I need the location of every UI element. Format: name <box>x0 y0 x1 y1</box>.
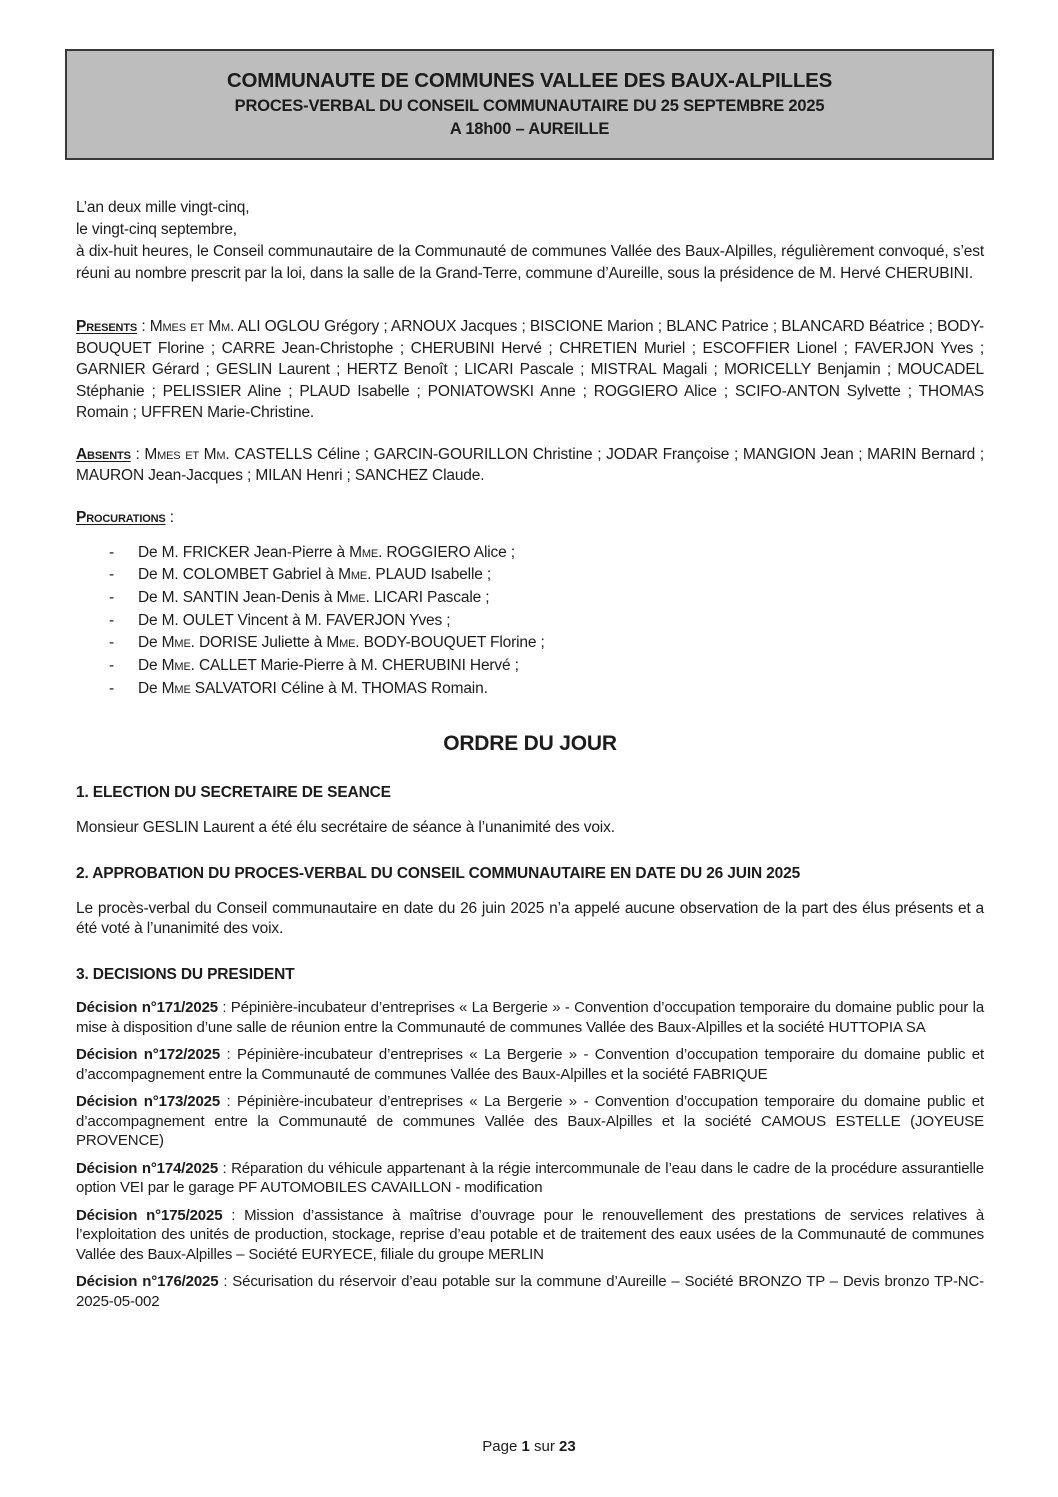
procuration-text <box>138 634 545 651</box>
procuration-item <box>76 678 984 701</box>
procuration-text <box>138 680 488 697</box>
agenda-title: ORDRE DU JOUR <box>443 732 617 756</box>
text-segment: sur <box>529 1438 560 1455</box>
list-dash-bullet: - <box>109 543 115 561</box>
list-dash-bullet: - <box>109 657 115 675</box>
procuration-text <box>138 612 450 629</box>
text-segment: CALLET Marie-Pierre à M. CHERUBINI Hervé ; <box>194 657 519 675</box>
procurations-list <box>76 542 984 701</box>
text-segment: Mme. <box>338 566 372 584</box>
section-1-body: Monsieur GESLIN Laurent a été élu secrétaire de séance à l’unanimité des voix. <box>76 819 615 837</box>
list-dash-bullet: - <box>109 679 115 697</box>
text-segment: Procurations <box>76 508 166 526</box>
decision-176-paragraph <box>76 1272 984 1311</box>
text-segment: Décision n°176/2025 <box>76 1273 219 1291</box>
text-segment: : <box>165 508 174 526</box>
intro-paragraph <box>76 197 984 285</box>
text-segment: De M. FRICKER Jean-Pierre à <box>138 543 350 561</box>
text-segment: De M. OULET Vincent à M. FAVERJON Yves ; <box>138 611 451 629</box>
text-segment: Décision n°171/2025 <box>76 999 218 1017</box>
text-segment: De M. SANTIN Jean-Denis à <box>138 588 337 606</box>
text-segment: : Pépinière-incubateur d’entreprises « La Bergerie » - Convention d’occupation temporaire du domaine public et d’accompagnement entre la Communauté de communes Vallée des Baux-Alpilles et la société CAMOUS ESTELLE (JOYEUSE PROVENCE) <box>76 1093 984 1150</box>
list-dash-bullet: - <box>109 588 115 606</box>
text-segment: Mme. <box>161 634 195 652</box>
procurations-label <box>76 507 984 528</box>
decision-174-paragraph <box>76 1159 984 1198</box>
text-segment: : <box>130 445 145 463</box>
text-segment: LICARI Pascale ; <box>369 588 490 606</box>
text-segment: Mme. <box>349 543 383 561</box>
text-segment: : <box>137 318 150 335</box>
document-body <box>76 197 984 1311</box>
text-segment: Décision n°172/2025 <box>76 1046 221 1064</box>
list-dash-bullet: - <box>109 611 115 629</box>
text-segment: : Sécurisation du réservoir d’eau potable sur la commune d’Aureille – Société BRONZO TP – Devis bronzo TP-NC-2025-05-002 <box>76 1273 984 1310</box>
text-segment: Décision n°173/2025 <box>76 1093 221 1111</box>
text-segment: De M. COLOMBET Gabriel à <box>138 566 339 584</box>
intro-line-date: le vingt-cinq septembre, <box>76 221 237 238</box>
page-footer <box>0 1438 1058 1455</box>
intro-line-session: à dix-huit heures, le Conseil communautaire de la Communauté de communes Vallée des Baux-Alpilles, régulièrement convoqué, s’est réuni au nombre prescrit par la loi, dans la salle de la Grand-Terre, commune d’Aureille, sous la présidence de M. Hervé CHERUBINI. <box>76 243 984 282</box>
text-segment: ROGGIERO Alice ; <box>382 543 515 561</box>
procuration-text <box>138 566 491 583</box>
document-time-location: A 18h00 – AUREILLE <box>449 120 610 138</box>
text-segment: Mmes et Mm. <box>144 445 230 463</box>
decision-175-paragraph <box>76 1206 984 1265</box>
text-segment: De <box>138 679 162 697</box>
procuration-item <box>76 564 984 587</box>
text-segment: Mme. <box>326 634 360 652</box>
list-dash-bullet: - <box>109 634 115 652</box>
text-segment: SALVATORI Céline à M. THOMAS Romain. <box>190 679 488 697</box>
text-segment: : Réparation du véhicule appartenant à la régie intercommunale de l’eau dans le cadre de la procédure assurantielle option VEI par le garage PF AUTOMOBILES CAVAILLON - modification <box>76 1159 984 1197</box>
procuration-text <box>138 657 519 674</box>
text-segment: Absents <box>76 445 131 463</box>
text-segment: CASTELLS Céline ; GARCIN-GOURILLON Christine ; JODAR Françoise ; MANGION Jean ; MARIN Bernard ; MAURON Jean-Jacques ; MILAN Henri ; SANCHEZ Claude. <box>76 445 984 484</box>
intro-line-year: L’an deux mille vingt-cinq, <box>76 199 250 216</box>
decision-172-paragraph <box>76 1045 984 1084</box>
section-2-heading: 2. APPROBATION DU PROCES-VERBAL DU CONSEIL COMMUNAUTAIRE EN DATE DU 26 JUIN 2025 <box>76 865 801 883</box>
presents-paragraph <box>76 316 984 424</box>
text-segment: : Pépinière-incubateur d’entreprises « La Bergerie » - Convention d’occupation temporaire du domaine public pour la mise à disposition d’une salle de réunion entre la Communauté de communes Vallée des Baux-Alpilles et la société HUTTOPIA SA <box>76 999 985 1036</box>
text-segment: : Pépinière-incubateur d’entreprises « La Bergerie » - Convention d’occupation temporaire du domaine public et d’accompagnement entre la Communauté de communes Vallée des Baux-Alpilles et la société FABRIQUE <box>76 1046 984 1083</box>
text-segment: Décision n°174/2025 <box>76 1159 219 1177</box>
section-2-body: Le procès-verbal du Conseil communautaire en date du 26 juin 2025 n’a appelé aucune observation de la part des élus présents et a été voté à l’unanimité des voix. <box>76 900 984 938</box>
procuration-item <box>76 632 984 655</box>
decision-173-paragraph <box>76 1092 984 1151</box>
list-dash-bullet: - <box>109 566 115 584</box>
absents-paragraph <box>76 444 984 486</box>
text-segment: : Mission d’assistance à maîtrise d’ouvrage pour le renouvellement des prestations de services relatives à l’exploitation des unités de production, stockage, reprise d’eau potable et de traitement des eaux usées de la Communauté de communes Vallée des Baux-Alpilles – Société EURYECE, filiale du groupe MERLIN <box>76 1206 985 1263</box>
text-segment: DORISE Juliette à <box>194 634 327 652</box>
procuration-item <box>76 655 984 678</box>
text-segment: De <box>138 657 162 675</box>
section-1-heading: 1. ELECTION DU SECRETAIRE DE SEANCE <box>76 784 391 802</box>
procuration-text <box>138 589 489 606</box>
text-segment: Presents <box>76 318 138 335</box>
text-segment: Mme. <box>161 657 195 675</box>
procuration-item <box>76 587 984 610</box>
text-segment: Mme. <box>336 588 370 606</box>
section-3-heading: 3. DECISIONS DU PRESIDENT <box>76 966 295 984</box>
text-segment: PLAUD Isabelle ; <box>371 566 492 584</box>
procuration-text <box>138 544 515 561</box>
text-segment: Mme <box>161 679 191 697</box>
title-box <box>65 49 994 160</box>
procuration-item <box>76 542 984 565</box>
procuration-item <box>76 610 984 633</box>
text-segment: Mmes et Mm. <box>149 318 235 335</box>
text-segment: 1 <box>521 1438 530 1455</box>
text-segment: BODY-BOUQUET Florine ; <box>359 634 545 652</box>
decision-171-paragraph <box>76 998 984 1037</box>
text-segment: Décision n°175/2025 <box>76 1206 223 1224</box>
document-title: COMMUNAUTE DE COMMUNES VALLEE DES BAUX-ALPILLES <box>226 69 833 92</box>
document-subtitle: PROCES-VERBAL DU CONSEIL COMMUNAUTAIRE DU 25 SEPTEMBRE 2025 <box>234 97 825 115</box>
text-segment: De <box>138 634 162 652</box>
text-segment: 23 <box>559 1438 576 1455</box>
text-segment: Page <box>482 1438 522 1455</box>
text-segment: ALI OGLOU Grégory ; ARNOUX Jacques ; BISCIONE Marion ; BLANC Patrice ; BLANCARD Béatrice ; BODY-BOUQUET Florine ; CARRE Jean-Christophe ; CHERUBINI Hervé ; CHRETIEN Muriel ; ESCOFFIER Lionel ; FAVERJON Yves ; GARNIER Gérard ; GESLIN Laurent ; HERTZ Benoît ; LICARI Pascale ; MISTRAL Magali ; MORICELLY Benjamin ; MOUCADEL Stéphanie ; PELISSIER Aline ; PLAUD Isabelle ; PONIATOWSKI Anne ; ROGGIERO Alice ; SCIFO-ANTON Sylvette ; THOMAS Romain ; UFFREN Marie-Christine. <box>76 318 984 421</box>
